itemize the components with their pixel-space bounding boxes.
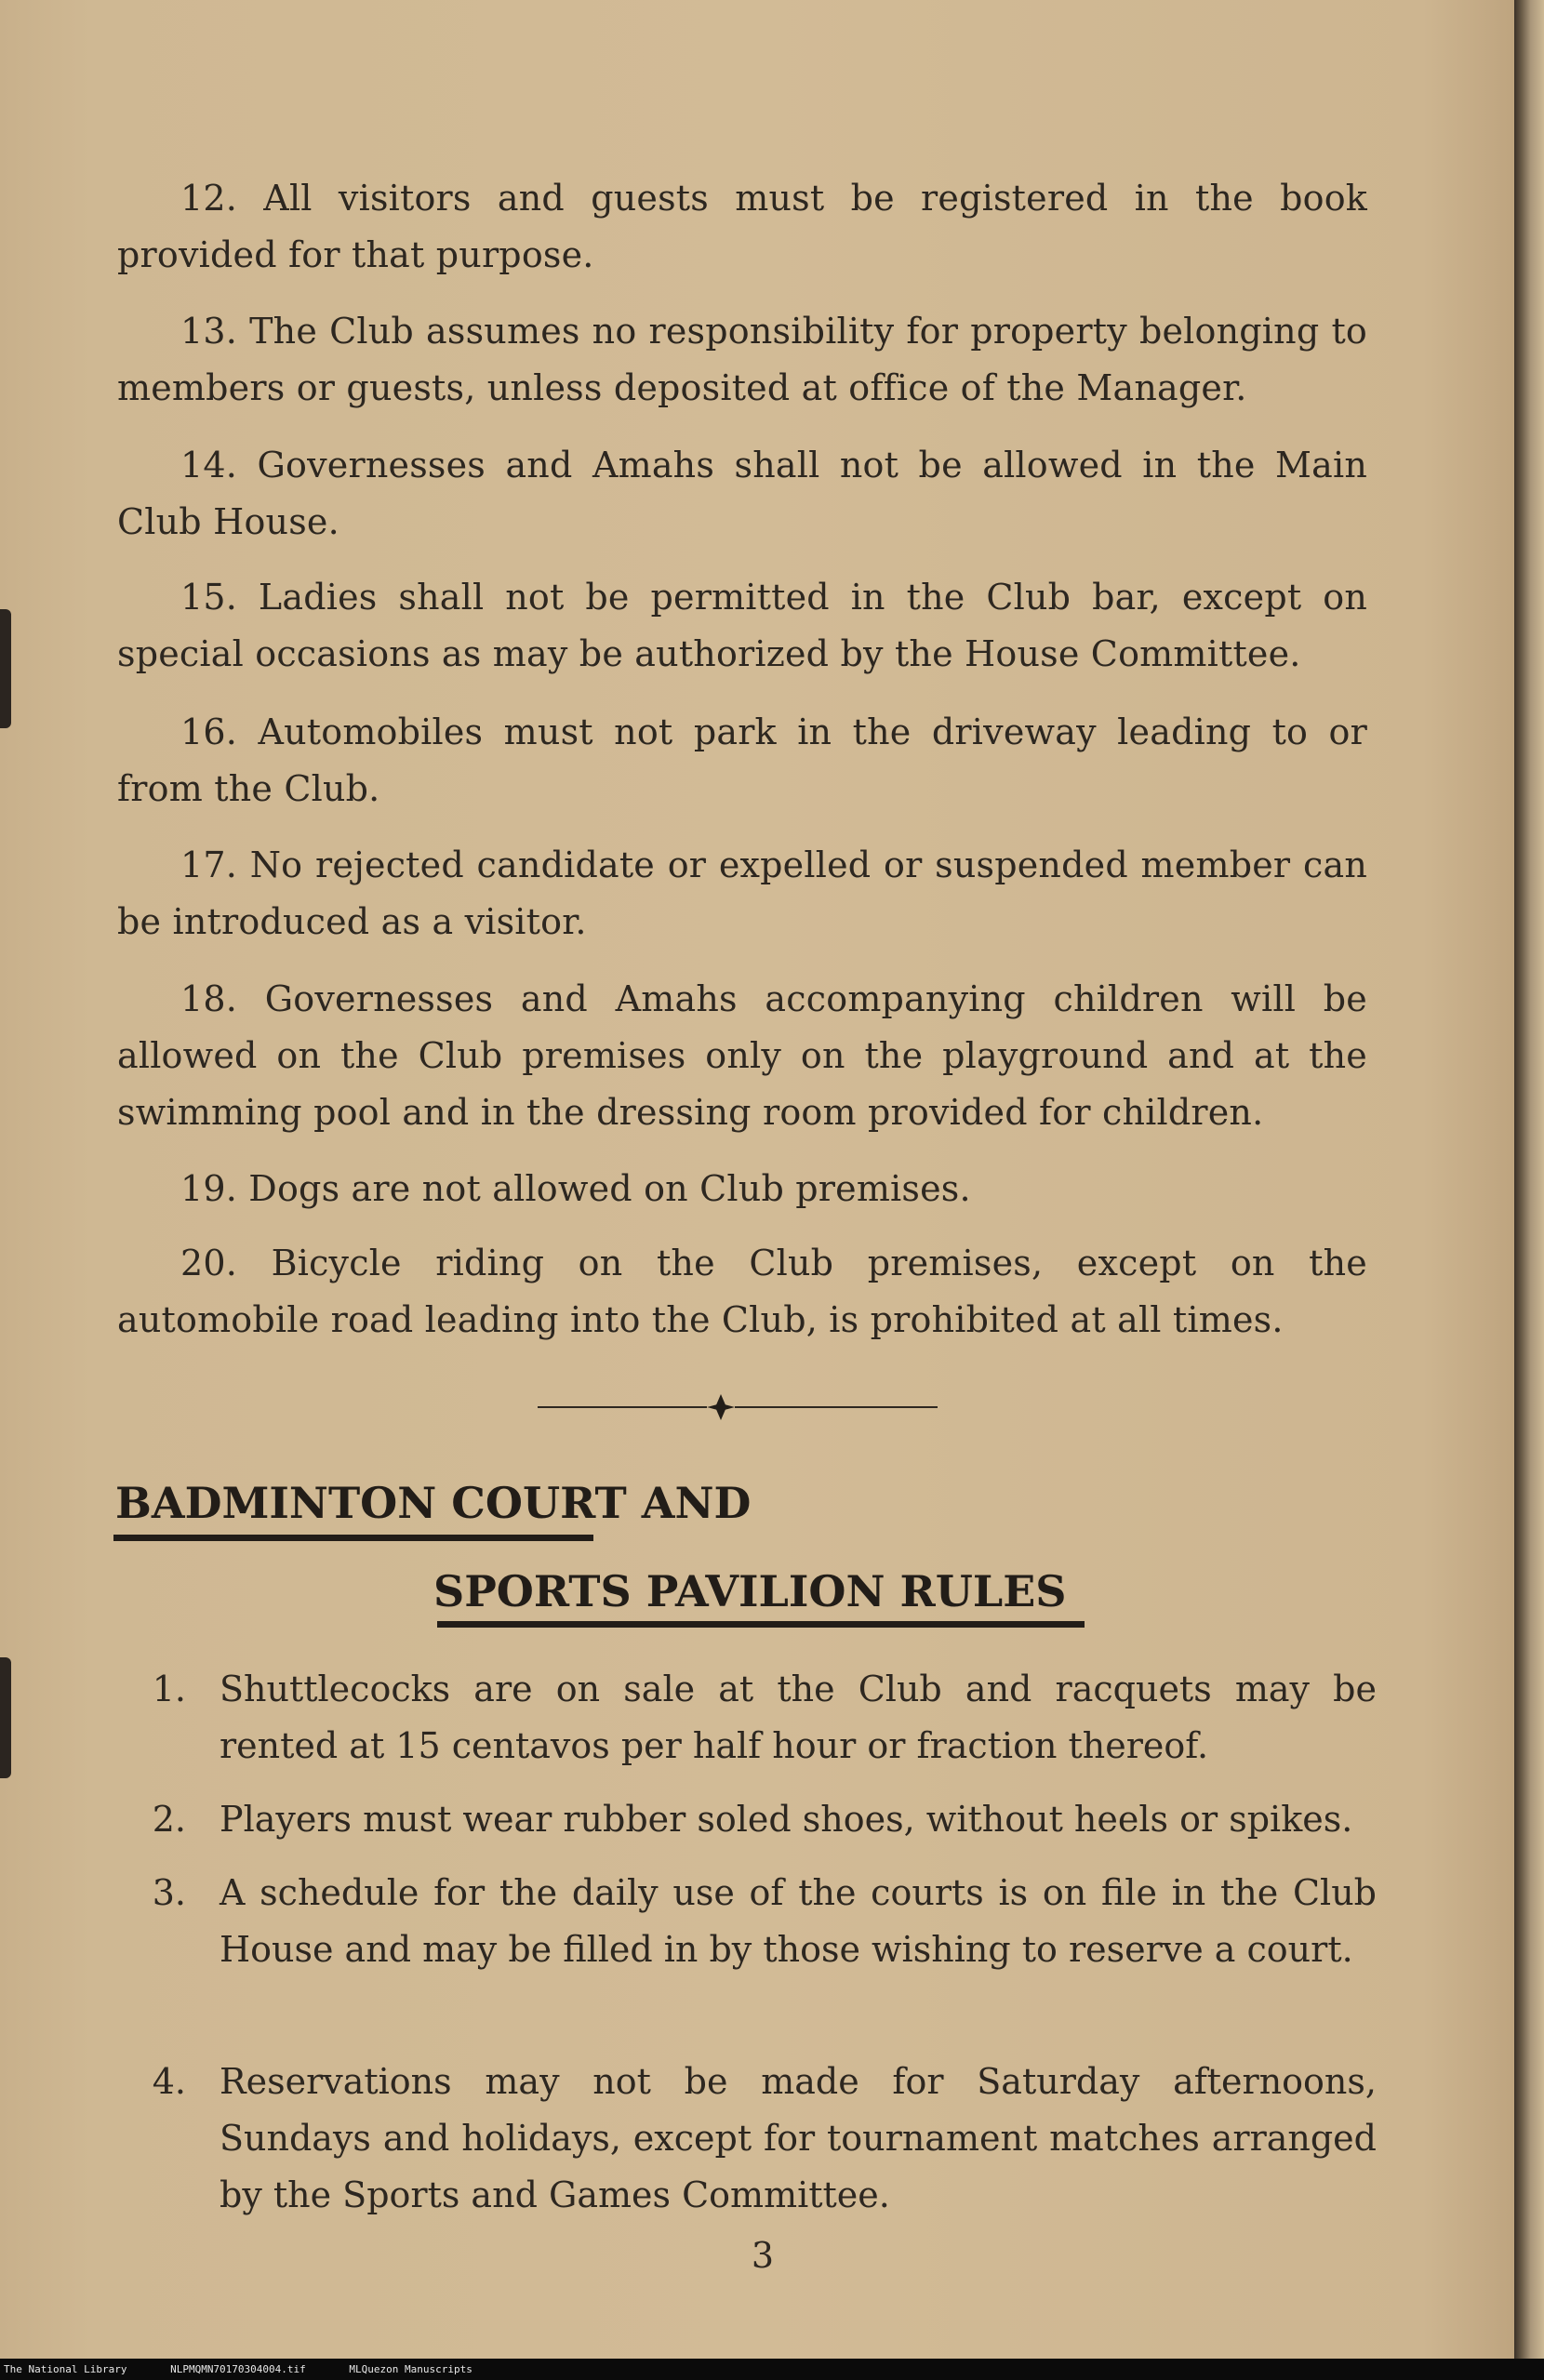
- heading-underline-1: [113, 1535, 593, 1541]
- rule-number: 2.: [152, 1799, 186, 1840]
- rule-13: 13. The Club assumes no responsibility for property belonging to members or guests, unless deposited at office of the Manager.: [117, 311, 1367, 408]
- rule-12: 12. All visitors and guests must be registered in the book provided for that purpose.: [117, 178, 1367, 275]
- badminton-rule-1: [140, 1661, 1377, 1775]
- heading-underline-2: [437, 1621, 1085, 1628]
- rule-text: A schedule for the daily use of the courts is on file in the Club House and may be filled in by those wishing to reserve a court.: [220, 1872, 1377, 1970]
- footer-collection: MLQuezon Manuscripts: [349, 2363, 473, 2375]
- binding-mark-top: [0, 609, 11, 728]
- rule-19: 19. Dogs are not allowed on Club premises.: [180, 1168, 971, 1209]
- rule-text: Reservations may not be made for Saturday afternoons, Sundays and holidays, except for tournament matches arranged by the Sports and Games Committee.: [220, 2061, 1377, 2215]
- rule-15: 15. Ladies shall not be permitted in the Club bar, except on special occasions as may be authorized by the House Committee.: [117, 577, 1367, 674]
- rule-number: 4.: [152, 2061, 186, 2102]
- page-number: 3: [751, 2235, 775, 2276]
- badminton-rule-3: [140, 1865, 1377, 1978]
- rule-16: 16. Automobiles must not park in the driveway leading to or from the Club.: [117, 711, 1367, 809]
- rule-18: 18. Governesses and Amahs accompanying children will be allowed on the Club premises only on the playground and at the swimming pool and in the dressing room provided for children.: [117, 978, 1367, 1133]
- rule-14: 14. Governesses and Amahs shall not be allowed in the Main Club House.: [117, 445, 1367, 542]
- rule-number: 1.: [152, 1669, 186, 1709]
- rule-text: Shuttlecocks are on sale at the Club and racquets may be rented at 15 centavos per half hour or fraction thereof.: [220, 1669, 1377, 1766]
- rule-20: 20. Bicycle riding on the Club premises, except on the automobile road leading into the Club, is prohibited at all times.: [117, 1243, 1367, 1340]
- footer-library: The National Library: [4, 2363, 127, 2375]
- rule-17: 17. No rejected candidate or expelled or suspended member can be introduced as a visitor.: [117, 844, 1367, 942]
- page-binding-edge: [1514, 0, 1544, 2359]
- scan-footer-bar: [0, 2359, 1544, 2380]
- footer-file-id: NLPMQMN70170304004.tif: [170, 2363, 306, 2375]
- rule-number: 3.: [152, 1872, 186, 1913]
- badminton-rule-4: [140, 2054, 1377, 2224]
- section-heading-line-2: SPORTS PAVILION RULES: [433, 1566, 1067, 1616]
- section-heading-line-1: BADMINTON COURT AND: [115, 1478, 752, 1528]
- badminton-rule-2: [140, 1791, 1377, 1848]
- section-divider-ornament: [538, 1390, 938, 1424]
- binding-mark-bottom: [0, 1657, 11, 1778]
- rule-text: Players must wear rubber soled shoes, without heels or spikes.: [220, 1799, 1353, 1840]
